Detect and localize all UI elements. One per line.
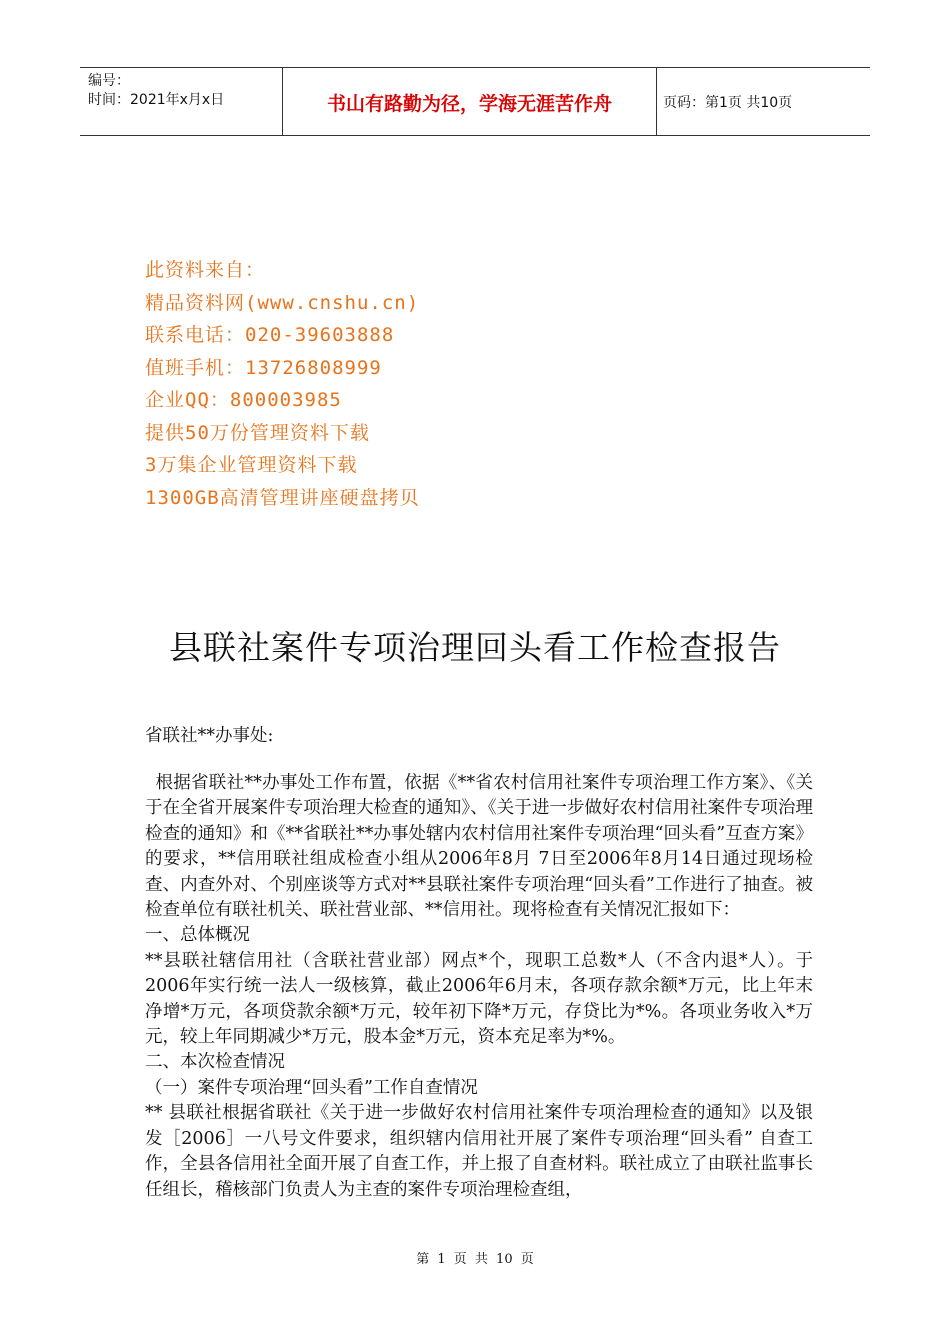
page-label: 页码：第1页 共10页 bbox=[663, 94, 793, 111]
promo-line: 企业QQ：800003985 bbox=[145, 389, 342, 411]
document-title: 县联社案件专项治理回头看工作检查报告 bbox=[169, 628, 781, 667]
promo-line: 3万集企业管理资料下载 bbox=[145, 454, 358, 476]
promo-line: 联系电话：020-39603888 bbox=[145, 324, 395, 346]
header-table bbox=[80, 67, 870, 136]
promo-line: 此资料来自： bbox=[145, 259, 266, 281]
header-motto-cell bbox=[283, 68, 657, 135]
section-heading: 一、总体概况 bbox=[145, 925, 250, 946]
body-paragraph: **县联社辖信用社（含联社营业部）网点*个，现职工总数*人（不含内退*人）。于2006年实行统一法人一级核算，截止2006年6月末，各项存款余额*万元，比上年末净增*万元，各项贷款余额*万元，较年初下降*万元，存贷比为*%。各项业务收入*万元，较上年同期减少*万元，股本金*万元，资本充足率为*%。 bbox=[145, 950, 813, 1048]
promo-block bbox=[145, 254, 420, 514]
promo-line: 精品资料网(www.cnshu.cn) bbox=[145, 291, 420, 314]
body-paragraph: 根据省联社**办事处工作布置，依据《**省农村信用社案件专项治理工作方案》、《关于在全省开展案件专项治理大检查的通知》、《关于进一步做好农村信用社案件专项治理检查的通知》和《**省联社**办事处辖内农村信用社案件专项治理“回头看”互查方案》的要求，**信用联社组成检查小组从2006年8月 7日至2006年8月14日通过现场检查、内查外对、个别座谈等方式对**县联社案件专项治理“回头看”工作进行了抽查。被检查单位有联社机关、联社营业部、**信用社。现将检查有关情况汇报如下： bbox=[145, 773, 813, 921]
header-page-cell bbox=[657, 68, 870, 135]
motto-text: 书山有路勤为径，学海无涯苦作舟 bbox=[326, 93, 612, 115]
salutation: 省联社**办事处: bbox=[145, 726, 274, 746]
section-heading: 二、本次检查情况 bbox=[145, 1052, 285, 1073]
promo-line: 1300GB高清管理讲座硬盘拷贝 bbox=[145, 486, 420, 509]
subsection-heading: （一）案件专项治理“回头看”工作自查情况 bbox=[145, 1077, 478, 1098]
body-paragraph: ** 县联社根据省联社《关于进一步做好农村信用社案件专项治理检查的通知》以及银发［2006］一八号文件要求，组织辖内信用社开展了案件专项治理“回头看” 自查工作，全县各信用社全面开展了自查工作，并上报了自查材料。联社成立了由联社监事长任组长，稽核部门负责人为主查的案件专项治理检查组， bbox=[145, 1103, 813, 1200]
date-label: 时间：2021年x月x日 bbox=[88, 92, 225, 108]
number-label: 编号： bbox=[88, 73, 130, 89]
page-footer: 第 1 页 共 10 页 bbox=[416, 1252, 534, 1267]
promo-line: 提供50万份管理资料下载 bbox=[145, 421, 370, 444]
header-meta-cell bbox=[80, 68, 283, 135]
document-body bbox=[145, 771, 813, 1203]
promo-line: 值班手机：13726808999 bbox=[145, 356, 382, 379]
